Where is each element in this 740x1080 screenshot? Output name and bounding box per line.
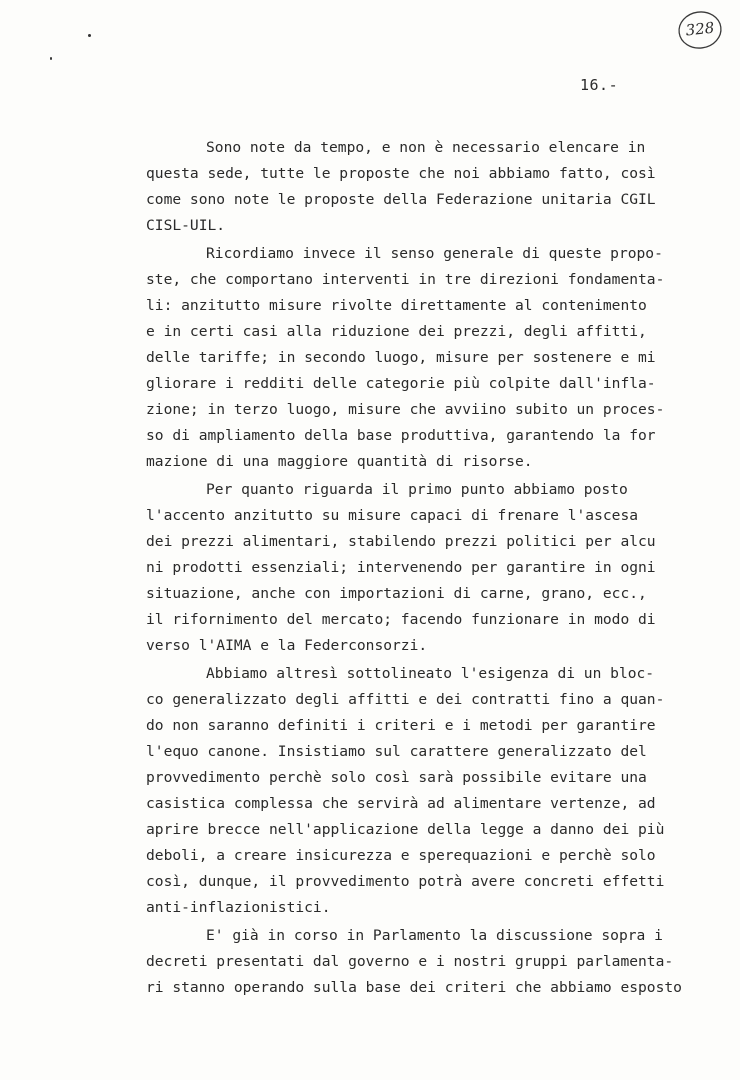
text-line: gliorare i redditi delle categorie più colpite dall'infla- [146,375,656,392]
text-line: zione; in terzo luogo, misure che avviino subito un proces- [146,401,665,418]
text-line: così, dunque, il provvedimento potrà avere concreti effetti [146,873,665,890]
text-line: questa sede, tutte le proposte che noi abbiamo fatto, così [146,165,656,182]
text-line: deboli, a creare insicurezza e sperequazioni e perchè solo [146,847,656,864]
text-line: do non saranno definiti i criteri e i metodi per garantire [146,717,656,734]
text-line: delle tariffe; in secondo luogo, misure per sostenere e mi [146,349,656,366]
text-line: E' già in corso in Parlamento la discussione sopra i [206,927,663,944]
text-line: il rifornimento del mercato; facendo funzionare in modo di [146,611,656,628]
text-line: ste, che comportano interventi in tre direzioni fondamenta- [146,271,665,288]
text-line: so di ampliamento della base produttiva, garantendo la for [146,427,656,444]
archive-number-stamp [676,8,724,52]
text-line: e in certi casi alla riduzione dei prezzi, degli affitti, [146,323,647,340]
text-line: provvedimento perchè solo così sarà possibile evitare una [146,769,647,786]
scan-speck [50,57,52,60]
text-line: Sono note da tempo, e non è necessario elencare in [206,139,646,156]
text-line: aprire brecce nell'applicazione della legge a danno dei più [146,821,665,838]
page-number: 16.- [580,76,619,94]
archive-number: 328 [684,18,716,40]
text-line: anti-inflazionistici. [146,899,331,916]
text-line: Ricordiamo invece il senso generale di queste propo- [206,245,663,262]
text-line: dei prezzi alimentari, stabilendo prezzi politici per alcu [146,533,656,550]
text-line: ni prodotti essenziali; intervenendo per garantire in ogni [146,559,656,576]
text-line: come sono note le proposte della Federazione unitaria CGIL [146,191,656,208]
text-line: CISL-UIL. [146,217,226,234]
text-line: decreti presentati dal governo e i nostri gruppi parlamenta- [146,953,674,970]
text-line: casistica complessa che servirà ad alimentare vertenze, ad [146,795,656,812]
text-line: l'accento anzitutto su misure capaci di frenare l'ascesa [146,507,639,524]
text-line: situazione, anche con importazioni di carne, grano, ecc., [146,585,647,602]
text-line: co generalizzato degli affitti e dei contratti fino a quan- [146,691,665,708]
text-line: li: anzitutto misure rivolte direttamente al contenimento [146,297,647,314]
text-line: ri stanno operando sulla base dei criteri che abbiamo esposto [146,979,682,996]
text-line: mazione di una maggiore quantità di risorse. [146,453,533,470]
text-line: verso l'AIMA e la Federconsorzi. [146,637,428,654]
text-line: Per quanto riguarda il primo punto abbiamo posto [206,481,628,498]
scan-speck [88,34,91,37]
text-line: l'equo canone. Insistiamo sul carattere generalizzato del [146,743,647,760]
text-line: Abbiamo altresì sottolineato l'esigenza di un bloc- [206,665,655,682]
